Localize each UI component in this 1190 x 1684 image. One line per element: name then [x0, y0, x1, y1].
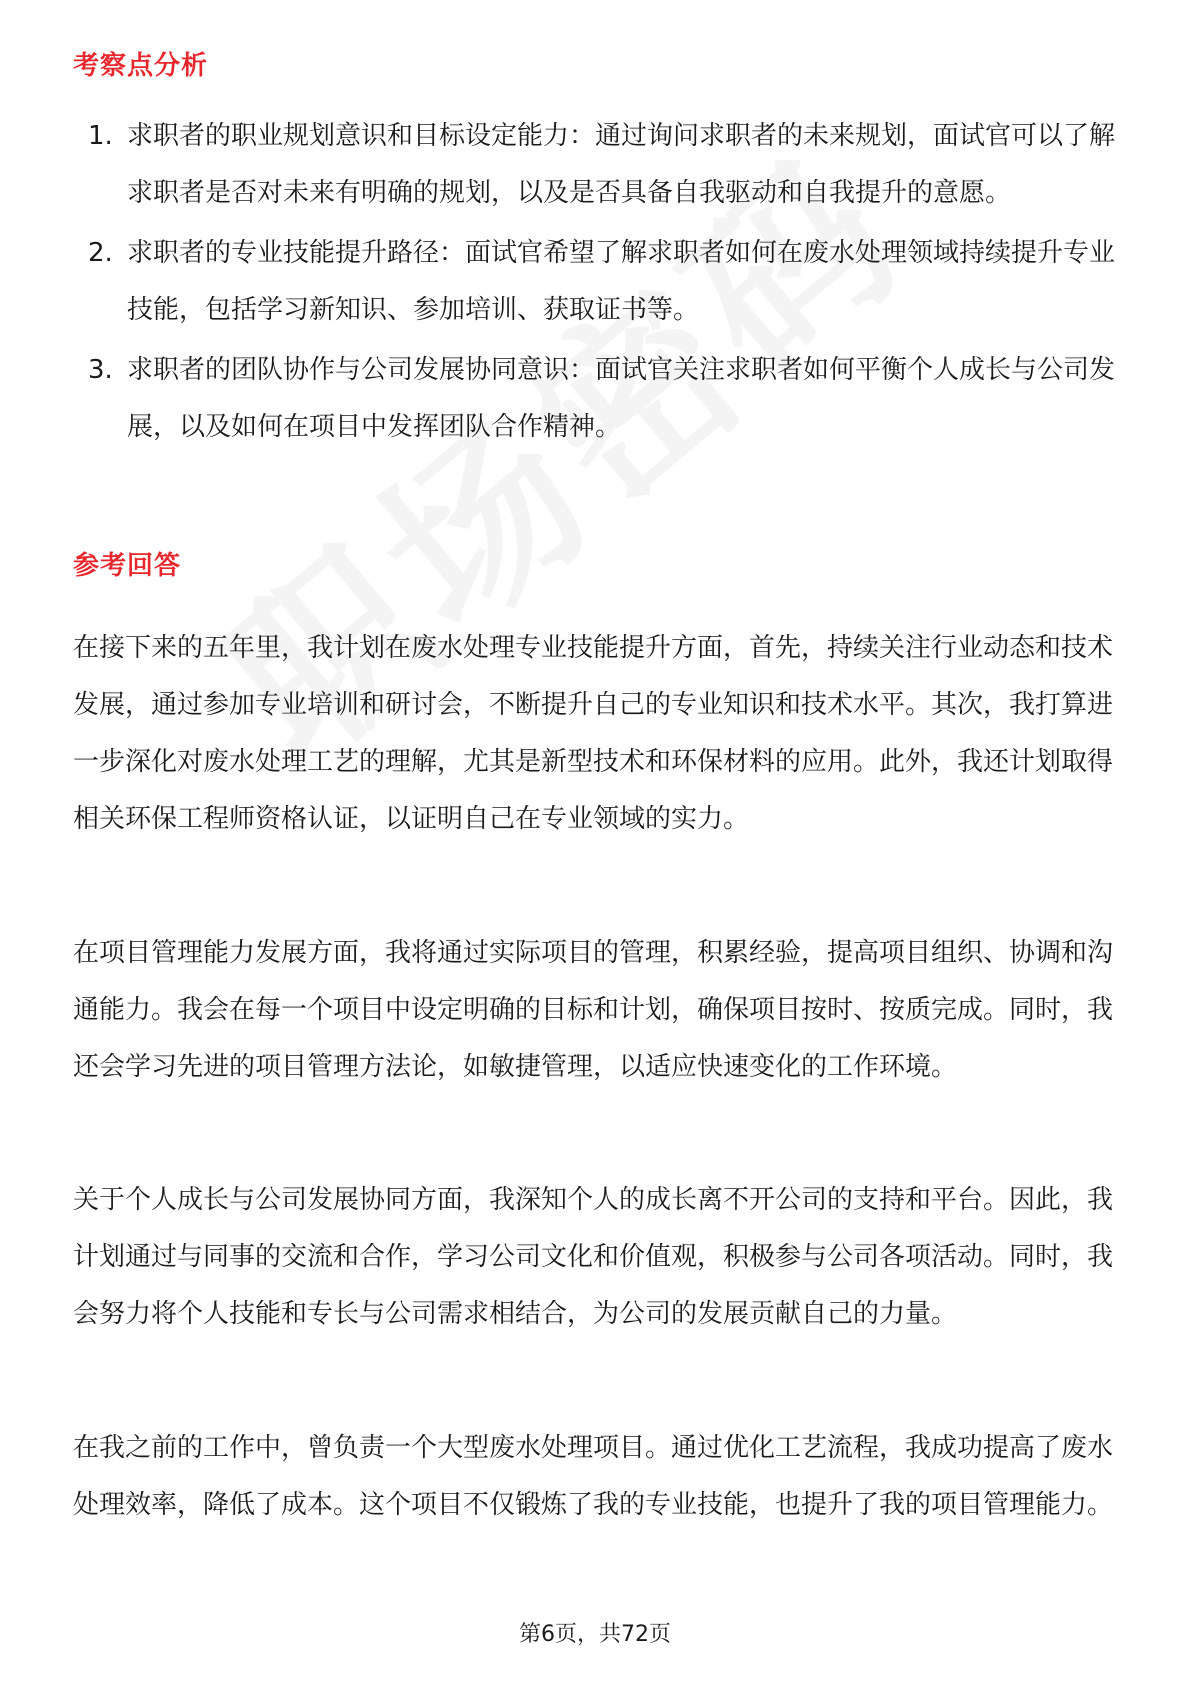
answer-paragraph: 在接下来的五年里，我计划在废水处理专业技能提升方面，首先，持续关注行业动态和技术发展，通过参加专业培训和研讨会，不断提升自己的专业知识和技术水平。其次，我打算进一步深化对废水处理工艺的理解，尤其是新型技术和环保材料的应用。此外，我还计划取得相关环保工程师资格认证，以证明自己在专业领域的实力。	[73, 633, 1114, 834]
answer-paragraph: 关于个人成长与公司发展协同方面，我深知个人的成长离不开公司的支持和平台。因此，我计划通过与同事的交流和合作，学习公司文化和价值观，积极参与公司各项活动。同时，我会努力将个人技能和专长与公司需求相结合，为公司的发展贡献自己的力量。	[73, 1185, 1114, 1329]
list-item-number: 3.	[88, 355, 113, 385]
page-number: 第6页，共72页	[519, 1622, 671, 1647]
answer-paragraph: 在项目管理能力发展方面，我将通过实际项目的管理，积累经验，提高项目组织、协调和沟通能力。我会在每一个项目中设定明确的目标和计划，确保项目按时、按质完成。同时，我还会学习先进的项目管理方法论，如敏捷管理，以适应快速变化的工作环境。	[73, 938, 1114, 1082]
list-item	[73, 108, 1123, 222]
list-item-text: 求职者的专业技能提升路径：面试官希望了解求职者如何在废水处理领域持续提升专业技能，包括学习新知识、参加培训、获取证书等。	[127, 238, 1116, 325]
list-item-text: 求职者的团队协作与公司发展协同意识：面试官关注求职者如何平衡个人成长与公司发展，以及如何在项目中发挥团队合作精神。	[127, 355, 1116, 442]
section-title-answer: 参考回答	[73, 551, 182, 581]
analysis-list	[73, 108, 1123, 459]
list-item-number: 1.	[88, 121, 113, 151]
list-item-text: 求职者的职业规划意识和目标设定能力：通过询问求职者的未来规划，面试官可以了解求职者是否对未来有明确的规划，以及是否具备自我驱动和自我提升的意愿。	[127, 121, 1116, 208]
section-title-analysis: 考察点分析	[73, 51, 209, 81]
list-item	[73, 225, 1123, 339]
list-item-number: 2.	[88, 238, 113, 268]
list-item	[73, 342, 1123, 456]
answer-paragraph: 在我之前的工作中，曾负责一个大型废水处理项目。通过优化工艺流程，我成功提高了废水处理效率，降低了成本。这个项目不仅锻炼了我的专业技能，也提升了我的项目管理能力。	[73, 1433, 1114, 1520]
